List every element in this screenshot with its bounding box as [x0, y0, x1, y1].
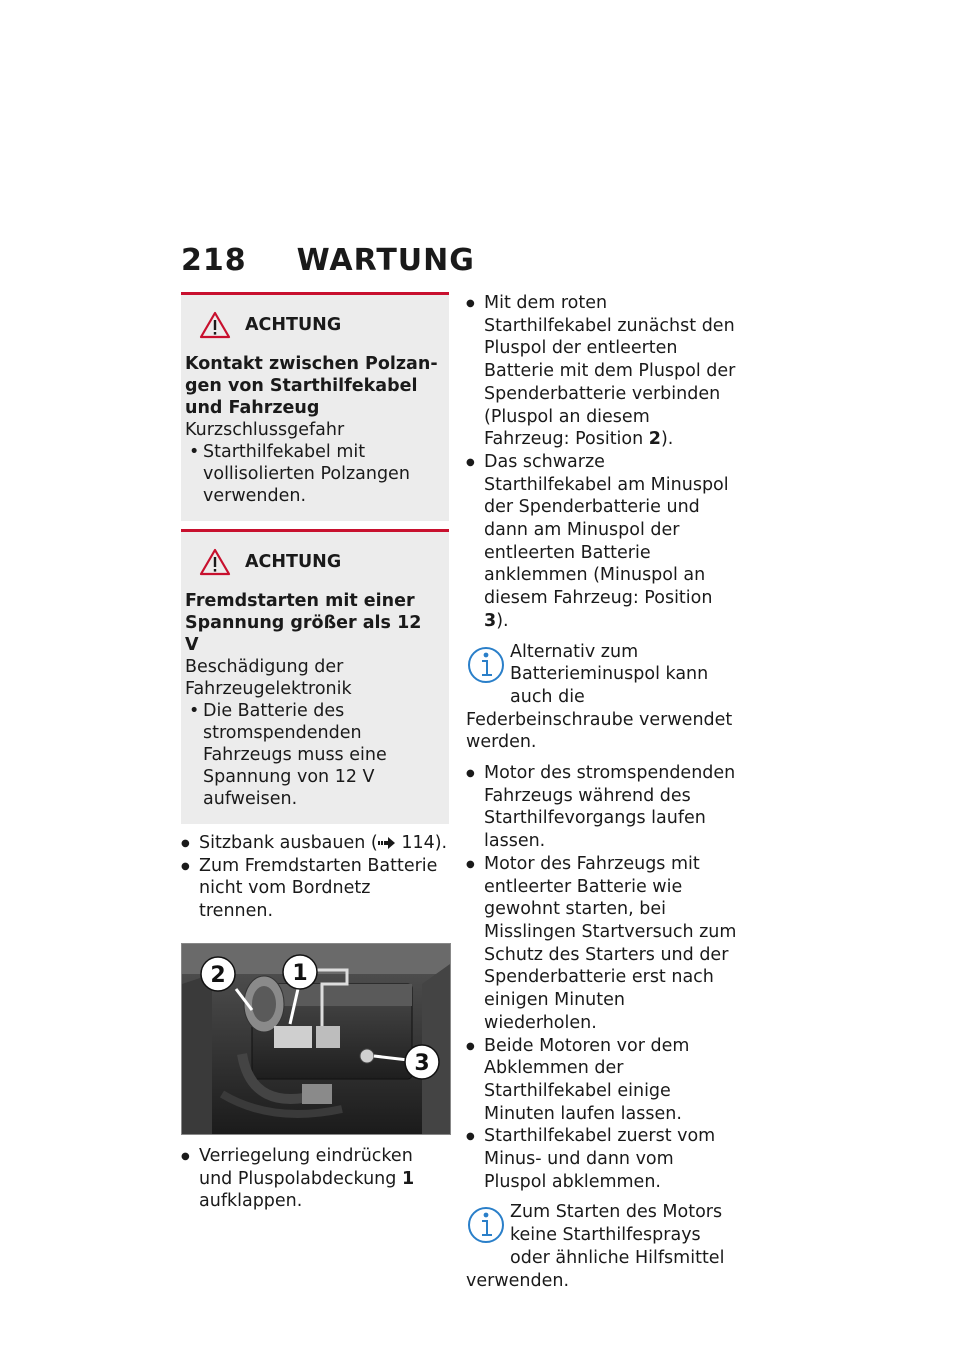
page-number: 218 — [181, 242, 247, 278]
list-item: ● Motor des Fahrzeugs mit entleerter Batterie wie gewohnt starten, bei Misslingen Startversuch zum Schutz des Starters und der Spenderbatterie erst nach einigen Minuten wiederholen. — [466, 853, 738, 1035]
info-text: Zum Starten des Motors keine Starthilfesprays oder ähnliche Hilfsmittel verwenden. — [466, 1202, 725, 1291]
step-list-left — [181, 832, 449, 923]
warning-bullet: • Die Batterie des stromspendenden Fahrzeugs muss eine Spannung von 12 V aufweisen. — [185, 700, 439, 810]
callout-2: 2 — [210, 962, 226, 988]
warning-label: ACHTUNG — [245, 315, 342, 335]
list-item: ● Motor des stromspendenden Fahrzeugs während des Starthilfevorgangs laufen lassen. — [466, 762, 738, 853]
right-column — [466, 292, 738, 1298]
section-title: WARTUNG — [296, 242, 475, 278]
arrow-right-icon — [378, 837, 396, 849]
list-item: ● Starthilfekabel zuerst vom Minus- und dann vom Pluspol abklemmen. — [466, 1125, 738, 1193]
warning-box-voltage — [181, 529, 449, 824]
warning-header — [199, 311, 439, 339]
list-item: ● Mit dem roten Starthilfekabel zunächst den Pluspol der entleerten Batterie mit dem Pluspol der Spenderbatterie verbinden (Pluspol an diesem Fahrzeug: Position 2). — [466, 292, 738, 451]
left-column — [181, 292, 449, 1213]
step-list-right-1 — [466, 292, 738, 633]
warning-box-short-circuit — [181, 292, 449, 521]
warning-hazard: Beschädigung der Fahrzeugelektronik — [185, 657, 352, 699]
warning-bullets — [185, 700, 439, 810]
info-text: Alternativ zum Batterieminuspol kann auch die Federbeinschraube verwendet werden. — [466, 641, 733, 753]
list-item: ● Verriegelung eindrücken und Pluspolabdeckung 1 aufklappen. — [181, 1145, 449, 1213]
warning-title: Kontakt zwischen Polzangen von Starthilfekabel und Fahrzeug — [185, 354, 438, 418]
battery-photo — [181, 943, 451, 1135]
list-item: ● Beide Motoren vor dem Abklemmen der Starthilfekabel einige Minuten laufen lassen. — [466, 1035, 738, 1126]
page-header — [181, 240, 475, 280]
info-note-sprays — [466, 1201, 738, 1292]
list-item: ● Sitzbank ausbauen ( 114). — [181, 832, 449, 855]
info-note-spring-bolt — [466, 641, 738, 755]
info-icon — [466, 1203, 506, 1247]
warning-bullet: • Starthilfekabel mit vollisolierten Polzangen verwenden. — [185, 441, 439, 507]
callout-3: 3 — [414, 1050, 430, 1076]
warning-header — [199, 548, 439, 576]
info-icon — [466, 643, 506, 687]
warning-triangle-icon — [199, 548, 231, 576]
warning-bullets — [185, 441, 439, 507]
step-list-left-2 — [181, 1145, 449, 1213]
warning-triangle-icon — [199, 311, 231, 339]
callout-1: 1 — [292, 960, 308, 986]
warning-title: Fremdstarten mit einer Spannung größer als 12 V — [185, 591, 422, 655]
list-item: ● Zum Fremdstarten Batterie nicht vom Bordnetz trennen. — [181, 855, 449, 923]
step-list-right-2 — [466, 762, 738, 1193]
battery-illustration — [182, 944, 450, 1134]
warning-label: ACHTUNG — [245, 552, 342, 572]
warning-hazard: Kurzschlussgefahr — [185, 420, 345, 440]
list-item: ● Das schwarze Starthilfekabel am Minuspol der Spenderbatterie und dann am Minuspol der entleerten Batterie anklemmen (Minuspol an diesem Fahrzeug: Position 3). — [466, 451, 738, 633]
